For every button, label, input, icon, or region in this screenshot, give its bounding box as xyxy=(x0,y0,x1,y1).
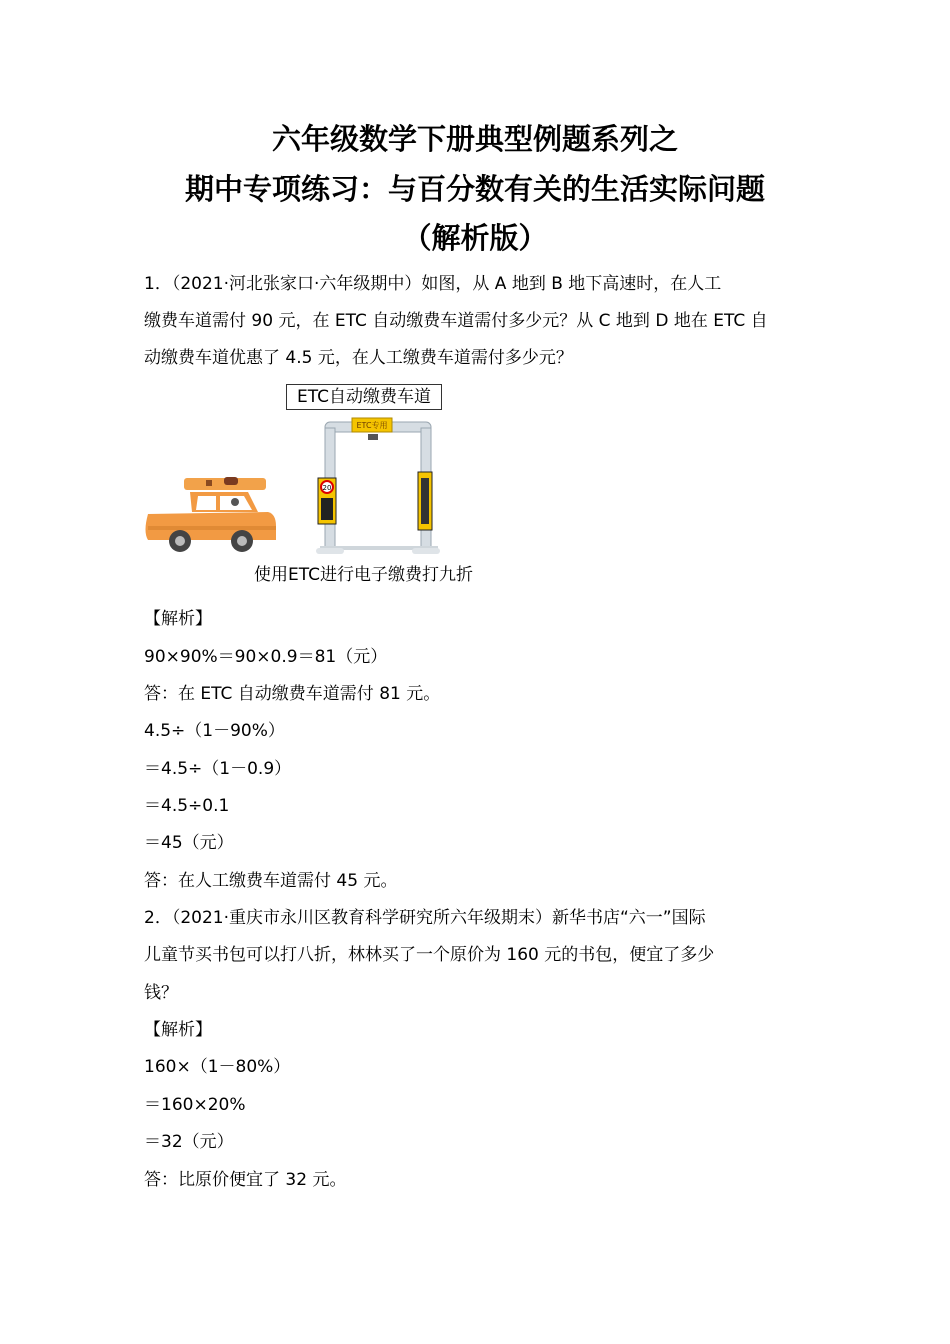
doc-title-line3: （解析版） xyxy=(402,221,548,255)
speed-limit-text: 20 xyxy=(322,484,332,492)
q1-solution-line: 90×90%＝90×0.9＝81（元） xyxy=(144,647,388,667)
car-icon xyxy=(146,477,277,552)
etc-figure xyxy=(140,380,480,590)
q2-analysis-header: 【解析】 xyxy=(144,1020,212,1040)
q1-solution-line: ＝4.5÷0.1 xyxy=(144,796,230,816)
etc-lane-label: ETC自动缴费车道 xyxy=(286,384,442,410)
figure-caption: 使用ETC进行电子缴费打九折 xyxy=(254,565,473,585)
q1-solution-line: 4.5÷（1－90%） xyxy=(144,721,285,741)
q1-solution-line: ＝4.5÷（1－0.9） xyxy=(144,759,292,779)
q2-solution-line: 160×（1－80%） xyxy=(144,1057,291,1077)
q1-text-line: 动缴费车道优惠了 4.5 元，在人工缴费车道需付多少元？ xyxy=(144,348,573,368)
doc-title-line1: 六年级数学下册典型例题系列之 xyxy=(271,122,678,156)
q1-text-line: 缴费车道需付 90 元，在 ETC 自动缴费车道需付多少元？从 C 地到 D 地在 ETC 自 xyxy=(144,311,768,331)
q2-text-line: 2．（2021·重庆市永川区教育科学研究所六年级期末）新华书店“六一”国际 xyxy=(144,908,706,928)
q2-text-line: 钱？ xyxy=(144,983,178,1003)
q2-solution-line: ＝32（元） xyxy=(144,1132,234,1152)
q1-solution-line: 答：在 ETC 自动缴费车道需付 81 元。 xyxy=(144,684,441,704)
q2-solution-line: 答：比原价便宜了 32 元。 xyxy=(144,1170,347,1190)
etc-illustration xyxy=(140,380,480,560)
q1-solution-line: ＝45（元） xyxy=(144,833,234,853)
q1-analysis-header: 【解析】 xyxy=(144,609,212,629)
q2-solution-line: ＝160×20% xyxy=(144,1095,246,1115)
etc-gantry-icon xyxy=(316,418,440,554)
q1-solution-line: 答：在人工缴费车道需付 45 元。 xyxy=(144,871,398,891)
doc-title-line2: 期中专项练习：与百分数有关的生活实际问题 xyxy=(184,172,765,206)
gantry-sign-text: ETC专用 xyxy=(356,421,388,430)
q1-text-line: 1．（2021·河北张家口·六年级期中）如图，从 A 地到 B 地下高速时，在人工 xyxy=(144,274,722,294)
q2-text-line: 儿童节买书包可以打八折，林林买了一个原价为 160 元的书包，便宜了多少 xyxy=(144,945,715,965)
